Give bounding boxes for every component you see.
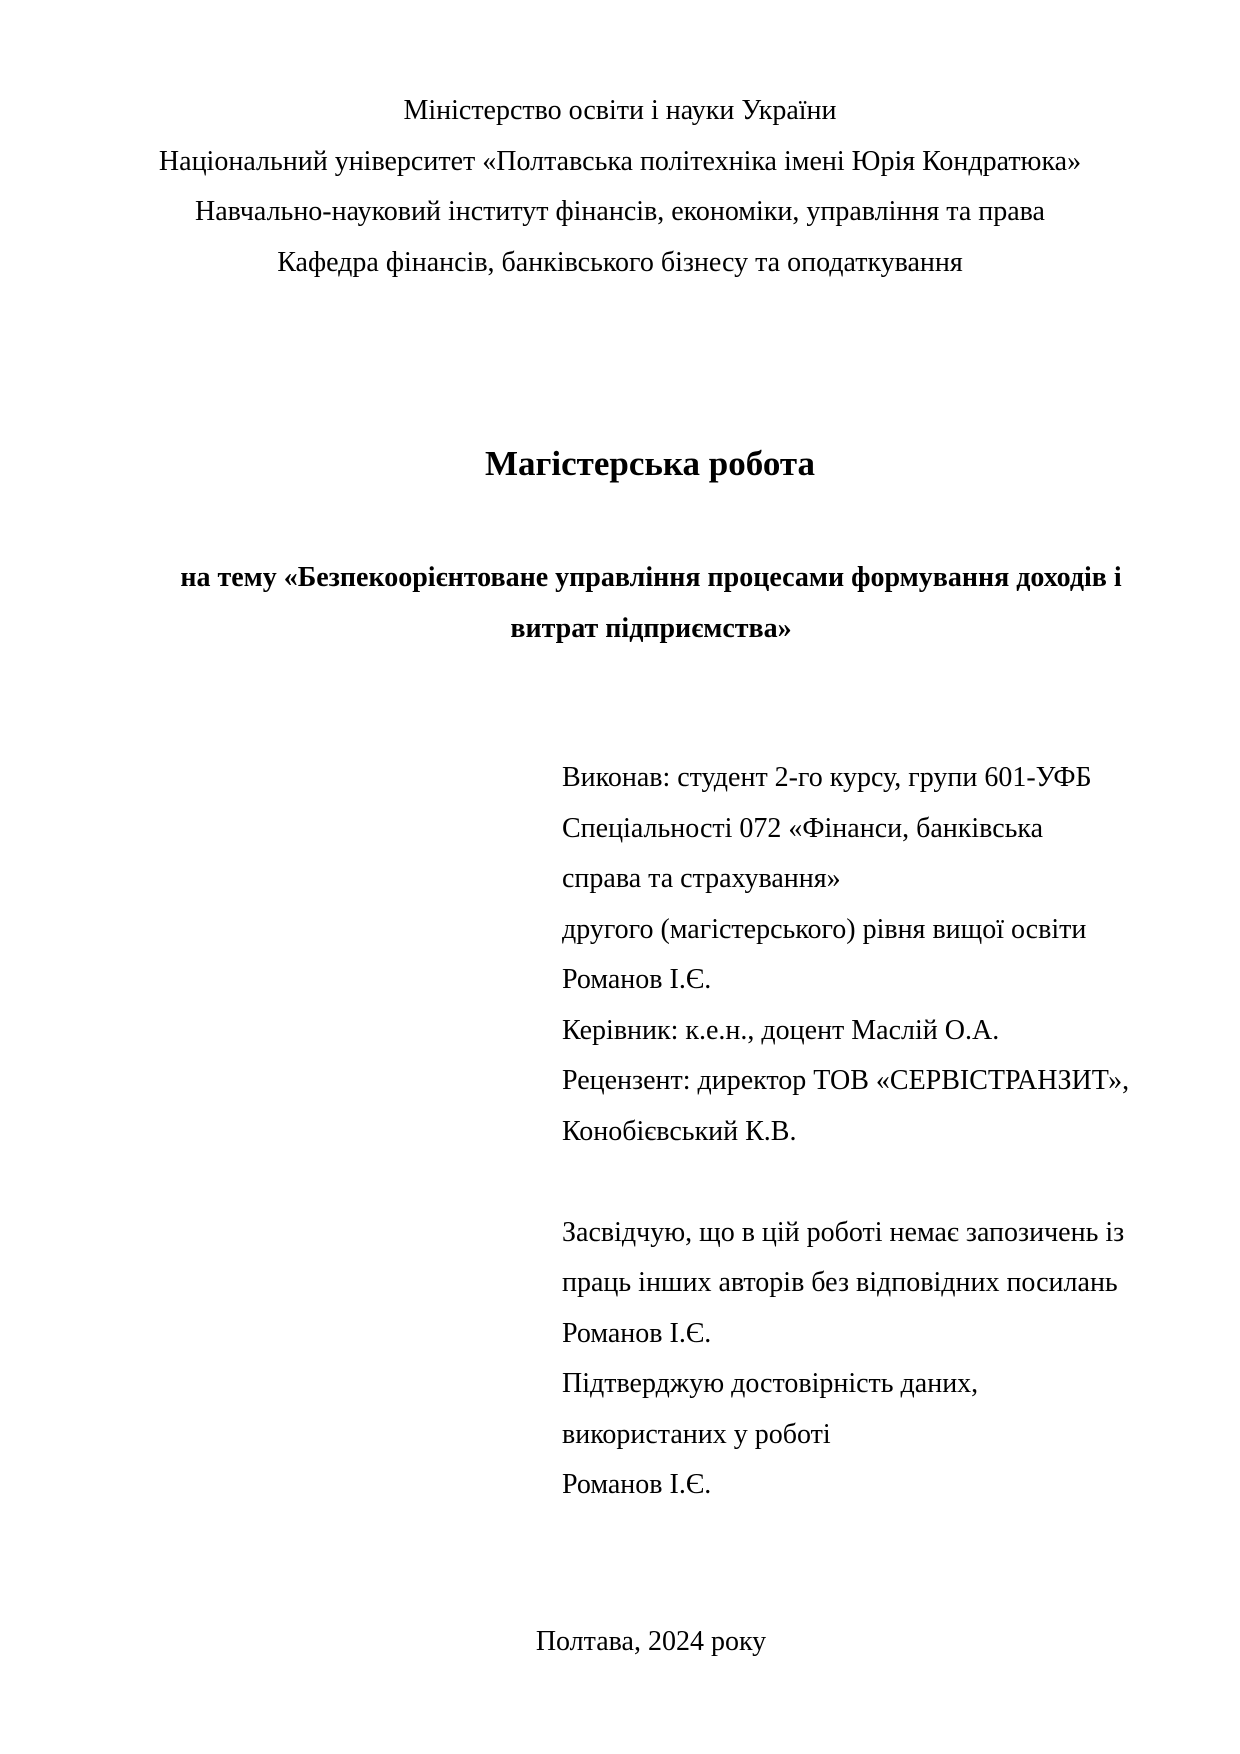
confirmation-line-1: Підтверджую достовірність даних, bbox=[562, 1368, 979, 1399]
department-line: Кафедра фінансів, банківського бізнесу та оподаткування bbox=[277, 246, 963, 278]
theme-line-1: на тему «Безпекоорієнтоване управління процесами формування доходів і bbox=[180, 562, 1122, 593]
university-line: Національний університет «Полтавська політехніка імені Юрія Кондратюка» bbox=[158, 145, 1082, 177]
city-year-footer: Полтава, 2024 року bbox=[535, 1626, 767, 1657]
author-line-specialty: Спеціальності 072 «Фінанси, банківська bbox=[562, 812, 1044, 844]
institute-line: Навчально-науковий інститут фінансів, економіки, управління та права bbox=[195, 196, 1045, 227]
declaration-signature-1: Романов І.Є. bbox=[562, 1317, 712, 1349]
author-name: Романов І.Є. bbox=[562, 964, 712, 995]
author-line-specialty-cont: справа та страхування» bbox=[562, 863, 841, 894]
confirmation-line-2: використаних у роботі bbox=[562, 1418, 831, 1450]
declaration-line-1: Засвідчую, що в цій роботі немає запозичень із bbox=[562, 1216, 1125, 1248]
theme-line-2: витрат підприємства» bbox=[510, 612, 792, 644]
author-line-level: другого (магістерського) рівня вищої освіти bbox=[562, 913, 1087, 945]
spacer bbox=[562, 1157, 1202, 1208]
reviewer-line: Рецензент: директор ТОВ «СЕРВІСТРАНЗИТ», bbox=[562, 1065, 1130, 1096]
reviewer-name: Конобієвський К.В. bbox=[562, 1115, 797, 1147]
institution-header bbox=[0, 86, 1240, 288]
supervisor-line: Керівник: к.е.н., доцент Маслій О.А. bbox=[562, 1014, 1000, 1046]
declaration-line-2: праць інших авторів без відповідних посилань bbox=[562, 1267, 1118, 1298]
author-info-block bbox=[562, 753, 1202, 1511]
ministry-line: Міністерство освіти і науки України bbox=[403, 95, 837, 126]
document-title: Магістерська робота bbox=[485, 444, 815, 483]
author-line-performer: Виконав: студент 2-го курсу, групи 601-УФБ bbox=[562, 762, 1092, 793]
declaration-signature-2: Романов І.Є. bbox=[562, 1469, 712, 1500]
thesis-theme bbox=[0, 553, 1240, 654]
